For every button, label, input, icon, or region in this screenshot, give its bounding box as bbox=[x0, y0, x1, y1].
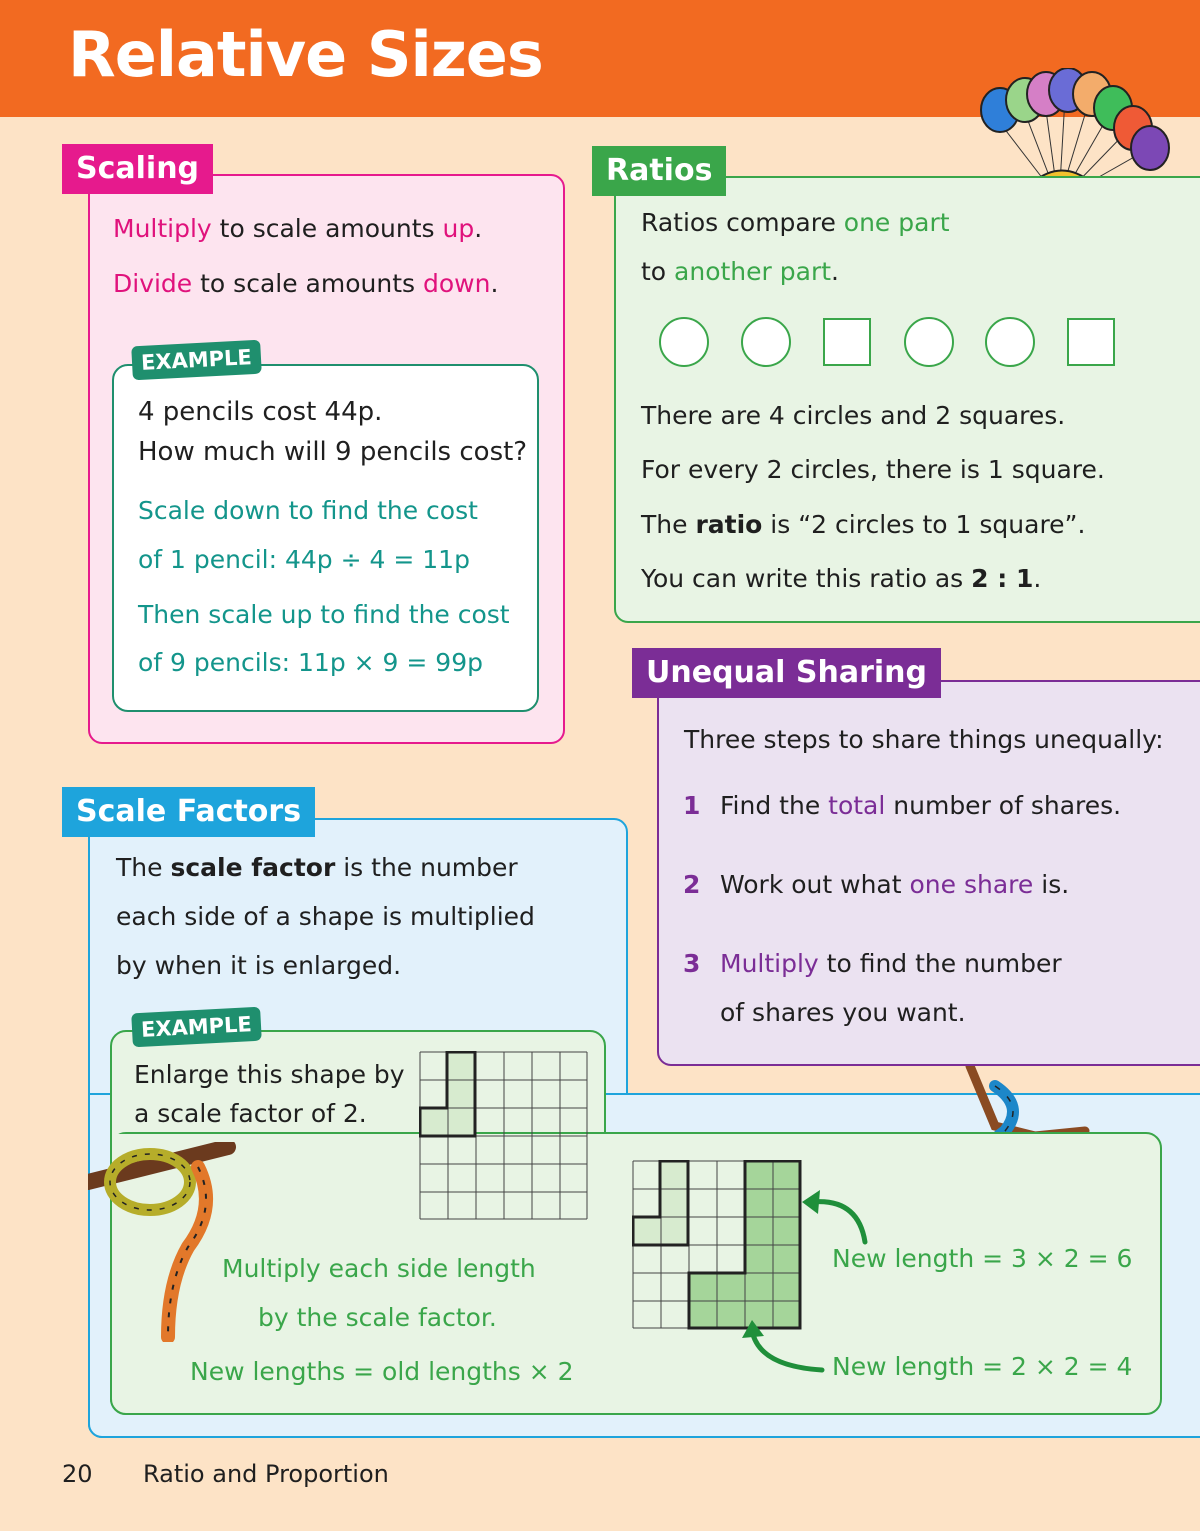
new-length-label-top: New length = 3 × 2 = 6 bbox=[832, 1244, 1133, 1273]
ratios-intro-2: to another part. bbox=[641, 257, 839, 286]
ratio-circle bbox=[904, 317, 954, 367]
step-1-text: Find the total number of shares. bbox=[720, 791, 1122, 820]
step-number: 2 bbox=[683, 870, 701, 899]
scale-factors-tab: Scale Factors bbox=[62, 787, 315, 837]
ratio-square bbox=[1067, 318, 1115, 366]
example-label: EXAMPLE bbox=[131, 1007, 261, 1048]
scale-factor-def-1: The scale factor is the number bbox=[116, 853, 518, 882]
example-question-2: How much will 9 pencils cost? bbox=[138, 437, 528, 467]
scaling-tab: Scaling bbox=[62, 144, 213, 194]
ratios-line-3: The ratio is “2 circles to 1 square”. bbox=[641, 510, 1086, 539]
scale-example-line-1: Enlarge this shape by bbox=[134, 1060, 405, 1089]
example-answer-4: of 9 pencils: 11p × 9 = 99p bbox=[138, 648, 483, 677]
ratios-line-1: There are 4 circles and 2 squares. bbox=[641, 401, 1066, 430]
scale-example-line-2: a scale factor of 2. bbox=[134, 1099, 367, 1128]
ratio-square bbox=[823, 318, 871, 366]
scale-factor-def-3: by when it is enlarged. bbox=[116, 951, 402, 980]
step-number: 1 bbox=[683, 791, 701, 820]
ratios-tab: Ratios bbox=[592, 146, 726, 196]
ratio-circle bbox=[659, 317, 709, 367]
scaling-multiply-line: Multiply to scale amounts up. bbox=[113, 214, 483, 243]
page-title: Relative Sizes bbox=[68, 18, 543, 91]
step-3-text: Multiply to find the number bbox=[720, 949, 1062, 978]
ratio-circle bbox=[985, 317, 1035, 367]
step-3-text-cont: of shares you want. bbox=[720, 998, 966, 1027]
step-2-text: Work out what one share is. bbox=[720, 870, 1070, 899]
ratios-line-4: You can write this ratio as 2 : 1. bbox=[641, 564, 1042, 593]
ratios-intro-1: Ratios compare one part bbox=[641, 208, 950, 237]
example-answer-1: Scale down to find the cost bbox=[138, 496, 478, 525]
scale-factor-def-2: each side of a shape is multiplied bbox=[116, 902, 535, 931]
ratios-panel bbox=[614, 176, 1200, 623]
example-question-1: 4 pencils cost 44p. bbox=[138, 397, 383, 427]
unequal-intro: Three steps to share things unequally: bbox=[684, 725, 1164, 754]
section-title: Ratio and Proportion bbox=[143, 1460, 389, 1488]
ratios-line-2: For every 2 circles, there is 1 square. bbox=[641, 455, 1105, 484]
example-answer-2: of 1 pencil: 44p ÷ 4 = 11p bbox=[138, 545, 470, 574]
scale-note-1: Multiply each side length bbox=[222, 1254, 536, 1283]
arrow-icons bbox=[740, 1180, 880, 1380]
ratio-circle bbox=[741, 317, 791, 367]
example-answer-3: Then scale up to find the cost bbox=[138, 600, 510, 629]
original-shape-grid bbox=[419, 1051, 589, 1221]
new-length-label-bottom: New length = 2 × 2 = 4 bbox=[832, 1352, 1133, 1381]
scale-note-3: New lengths = old lengths × 2 bbox=[190, 1357, 574, 1386]
scaling-divide-line: Divide to scale amounts down. bbox=[113, 269, 499, 298]
step-number: 3 bbox=[683, 949, 701, 978]
scale-note-2: by the scale factor. bbox=[258, 1303, 497, 1332]
example-label: EXAMPLE bbox=[131, 340, 261, 381]
unequal-sharing-tab: Unequal Sharing bbox=[632, 648, 941, 698]
snake-illustration-left bbox=[88, 1142, 238, 1342]
page-number: 20 bbox=[62, 1460, 93, 1488]
